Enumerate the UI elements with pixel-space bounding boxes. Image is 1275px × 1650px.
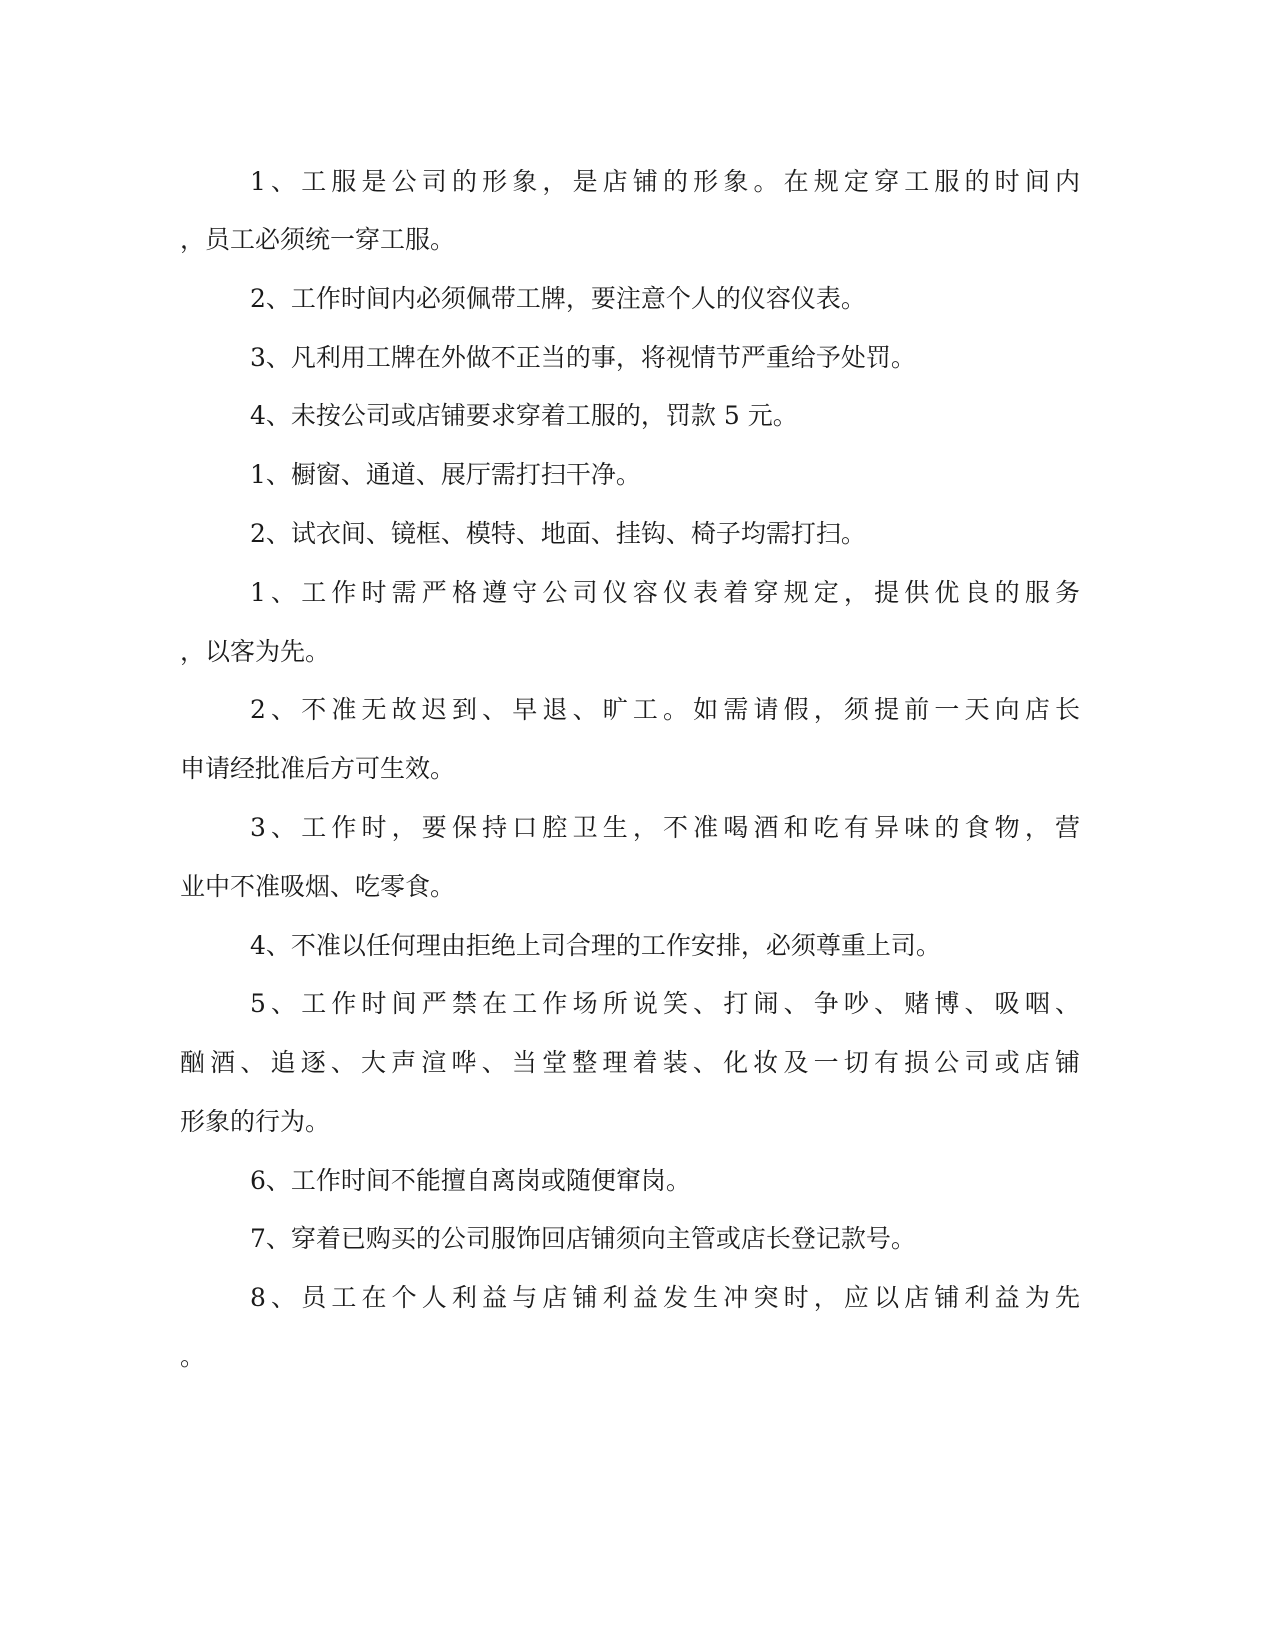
text-line: ，以客为先。: [180, 637, 331, 666]
text-line: 申请经批准后方可生效。: [180, 754, 456, 783]
text-line: 3、工作时，要保持口腔卫生，不准喝酒和吃有异味的食物，营: [250, 813, 1080, 842]
text-line: 1、橱窗、通道、展厅需打扫干净。: [250, 460, 641, 489]
text-line: 2、试衣间、镜框、模特、地面、挂钩、椅子均需打扫。: [250, 519, 866, 548]
text-line: 5、工作时间严禁在工作场所说笑、打闹、争吵、赌博、吸咽、: [250, 989, 1080, 1018]
text-line: 4、未按公司或店铺要求穿着工服的，罚款 5 元。: [250, 401, 798, 430]
text-line: 酗酒、追逐、大声渲哗、当堂整理着装、化妆及一切有损公司或店铺: [180, 1048, 1080, 1077]
text-line: 8、员工在个人利益与店铺利益发生冲突时，应以店铺利益为先: [250, 1283, 1080, 1312]
text-line: 4、不准以任何理由拒绝上司合理的工作安排，必须尊重上司。: [250, 931, 941, 960]
text-line: 1、工服是公司的形象，是店铺的形象。在规定穿工服的时间内: [250, 167, 1080, 196]
text-line: 3、凡利用工牌在外做不正当的事，将视情节严重给予处罚。: [250, 343, 916, 372]
text-line: 6、工作时间不能擅自离岗或随便窜岗。: [250, 1166, 691, 1195]
text-line: 业中不准吸烟、吃零食。: [180, 872, 456, 901]
text-line: 2、工作时间内必须佩带工牌，要注意个人的仪容仪表。: [250, 284, 866, 313]
text-line: 7、穿着已购买的公司服饰回店铺须向主管或店长登记款号。: [250, 1224, 916, 1253]
text-line: 1、工作时需严格遵守公司仪容仪表着穿规定，提供优良的服务: [250, 578, 1080, 607]
text-line: ，员工必须统一穿工服。: [180, 225, 456, 254]
text-line: 。: [180, 1342, 206, 1371]
text-line: 2、不准无故迟到、早退、旷工。如需请假，须提前一天向店长: [250, 695, 1080, 724]
text-line: 形象的行为。: [180, 1107, 331, 1136]
